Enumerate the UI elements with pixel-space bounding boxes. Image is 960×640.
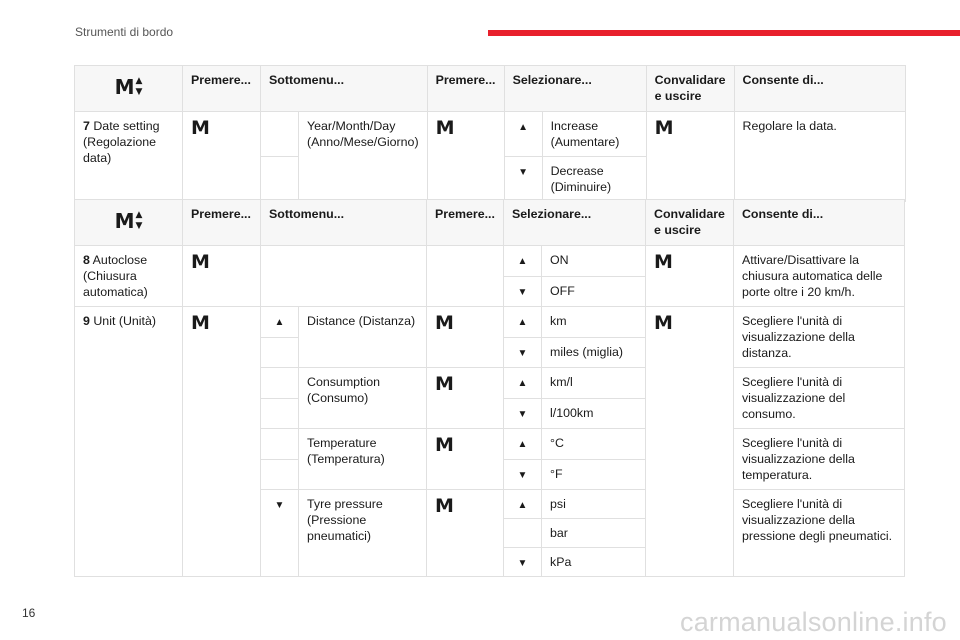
submenu-consumption: Consumption (Consumo) (299, 368, 427, 429)
arrow-up-icon: ▲ (261, 307, 299, 338)
empty-cell (261, 337, 299, 368)
m-button-icon: M (427, 368, 504, 429)
accent-bar (488, 30, 960, 36)
col-header-press: Premere... (183, 200, 261, 246)
col-header-press-2: Premere... (427, 200, 504, 246)
m-button-icon: M (427, 307, 504, 368)
col-header-confirm: Convalidare e uscire (646, 66, 734, 112)
empty-cell (261, 246, 427, 307)
arrow-up-icon: ▲ (504, 112, 542, 157)
m-button-icon: M (646, 246, 734, 307)
m-button-icon: M (183, 112, 261, 202)
empty-cell (427, 246, 504, 307)
page-number: 16 (22, 606, 36, 620)
m-button-icon: M (427, 429, 504, 490)
item-date-setting: 7 Date setting (Regolazione data) (75, 112, 183, 202)
description-autoclose: Attivare/Disattivare la chiusura automatica delle porte oltre i 20 km/h. (733, 246, 904, 307)
arrow-down-icon: ▼ (504, 276, 542, 307)
submenu-distance: Distance (Distanza) (299, 307, 427, 368)
table-row (75, 307, 905, 338)
col-header-confirm: Convalidare e uscire (646, 200, 734, 246)
m-updown-header-icon: M ▲ ▼ (75, 200, 183, 246)
submenu-temperature: Temperature (Temperatura) (299, 429, 427, 490)
col-header-allows: Consente di... (734, 66, 905, 112)
table-header-row (75, 200, 905, 246)
option-on: ON (542, 246, 646, 277)
arrow-down-icon: ▼ (504, 548, 542, 577)
empty-cell (504, 519, 542, 548)
table-header-row (75, 66, 906, 112)
option-fahrenheit: °F (542, 459, 646, 490)
option-km: km (542, 307, 646, 338)
arrow-up-icon: ▲ (504, 246, 542, 277)
col-header-press-2: Premere... (427, 66, 504, 112)
description-date: Regolare la data. (734, 112, 905, 202)
empty-cell (261, 429, 299, 460)
arrow-down-icon: ▼ (504, 157, 542, 202)
arrow-down-icon: ▼ (504, 459, 542, 490)
col-header-submenu: Sottomenu... (261, 66, 428, 112)
item-unit: 9 Unit (Unità) (75, 307, 183, 577)
arrow-down-icon: ▼ (504, 398, 542, 429)
col-header-allows: Consente di... (733, 200, 904, 246)
arrow-up-icon: ▲ (504, 307, 542, 338)
table-row (75, 246, 905, 277)
option-miles: miles (miglia) (542, 337, 646, 368)
empty-cell (261, 112, 299, 157)
m-button-icon: M (646, 112, 734, 202)
empty-cell (261, 157, 299, 202)
submenu-tyre-pressure: Tyre pressure (Pressione pneumatici) (299, 490, 427, 577)
option-off: OFF (542, 276, 646, 307)
m-button-icon: M (646, 307, 734, 577)
option-l-100km: l/100km (542, 398, 646, 429)
m-updown-header-icon: M ▲ ▼ (75, 66, 183, 112)
option-km-l: km/l (542, 368, 646, 399)
arrow-down-icon: ▼ (504, 337, 542, 368)
date-setting-grid (74, 65, 906, 202)
option-celsius: °C (542, 429, 646, 460)
description-distance: Scegliere l'unità di visualizzazione della distanza. (733, 307, 904, 368)
m-button-icon: M (183, 246, 261, 307)
col-header-select: Selezionare... (504, 66, 646, 112)
option-decrease: Decrease (Diminuire) (542, 157, 646, 202)
table-row (75, 112, 906, 157)
description-tyre-pressure: Scegliere l'unità di visualizzazione della pressione degli pneumatici. (733, 490, 904, 577)
col-header-select: Selezionare... (504, 200, 646, 246)
option-kpa: kPa (542, 548, 646, 577)
arrow-down-icon: ▼ (261, 490, 299, 577)
col-header-submenu: Sottomenu... (261, 200, 427, 246)
empty-cell (261, 398, 299, 429)
arrow-up-icon: ▲ (504, 368, 542, 399)
m-button-icon: M (183, 307, 261, 577)
m-button-icon: M (427, 490, 504, 577)
empty-cell (261, 459, 299, 490)
arrow-up-icon: ▲ (504, 429, 542, 460)
watermark: carmanualsonline.info (680, 607, 947, 637)
submenu-date: Year/Month/Day (Anno/Mese/Giorno) (299, 112, 428, 202)
settings-grid (74, 199, 905, 577)
item-autoclose: 8 Autoclose (Chiusura automatica) (75, 246, 183, 307)
description-consumption: Scegliere l'unità di visualizzazione del consumo. (733, 368, 904, 429)
description-temperature: Scegliere l'unità di visualizzazione della temperatura. (733, 429, 904, 490)
option-psi: psi (542, 490, 646, 519)
col-header-press: Premere... (183, 66, 261, 112)
option-increase: Increase (Aumentare) (542, 112, 646, 157)
section-header: Strumenti di bordo (75, 25, 174, 39)
empty-cell (261, 368, 299, 399)
m-button-icon: M (427, 112, 504, 202)
arrow-up-icon: ▲ (504, 490, 542, 519)
option-bar: bar (542, 519, 646, 548)
